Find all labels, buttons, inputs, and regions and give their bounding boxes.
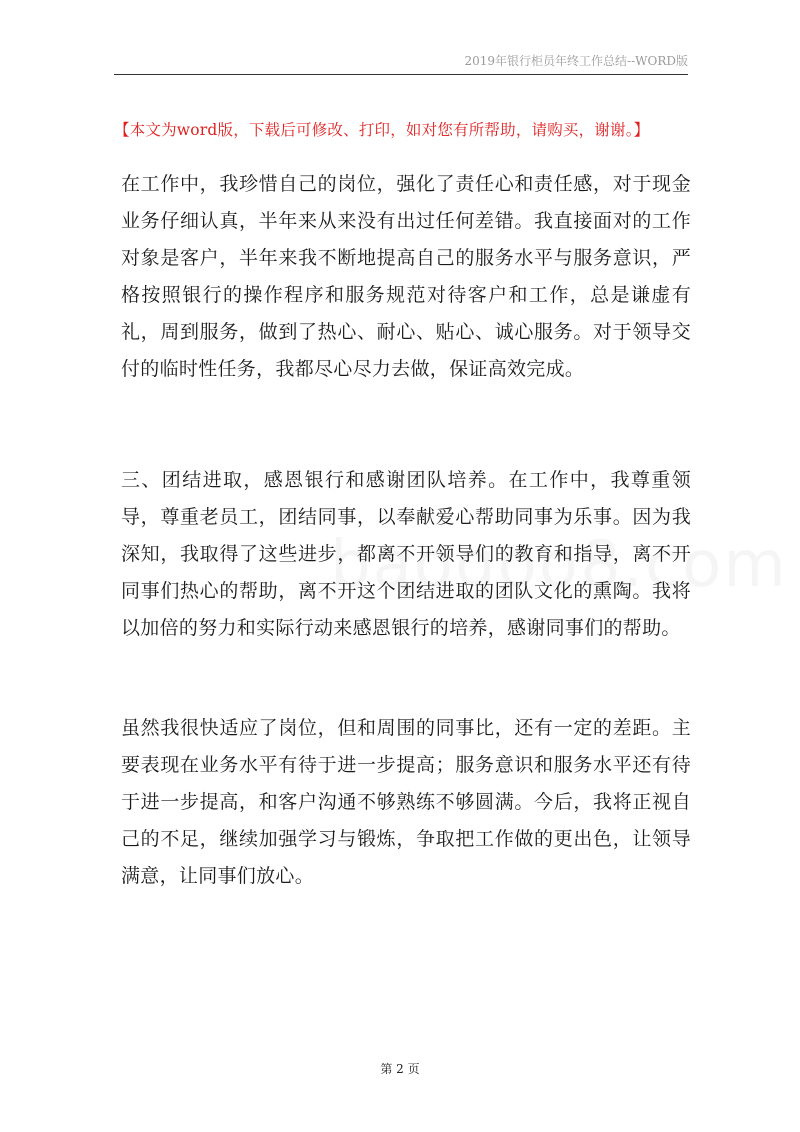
page-number: 第 2 页: [380, 1062, 420, 1076]
page-header-title: 2019年银行柜员年终工作总结--WORD版: [464, 54, 688, 68]
watermark: [330, 528, 788, 602]
body-paragraph-3: 虽然我很快适应了岗位，但和周围的同事比，还有一定的差距。主要表现在业务水平有待于进一步提高；服务意识和服务水平还有待于进一步提高，和客户沟通不够熟练不够圆满。今后，我将正视自己的不足，继续加强学习与锻炼，争取把工作做的更出色，让领导满意，让同事们放心。: [121, 717, 691, 887]
download-notice: 【本文为word版，下载后可修改、打印，如对您有所帮助，请购买，谢谢。】: [114, 121, 650, 139]
body-paragraph-2: 三、团结进取，感恩银行和感谢团队培养。在工作中，我尊重领导，尊重老员工，团结同事，以奉献爱心帮助同事为乐事。因为我深知，我取得了这些进步，都离不开领导们的教育和指导，离不开同事们热心的帮助，离不开这个团结进取的团队文化的熏陶。我将以加倍的努力和实际行动来感恩银行的培养，感谢同事们的帮助。: [121, 469, 691, 639]
header-rule: [114, 74, 688, 75]
body-paragraph-1: 在工作中，我珍惜自己的岗位，强化了责任心和责任感，对于现金业务仔细认真，半年来从来没有出过任何差错。我直接面对的工作对象是客户，半年来我不断地提高自己的服务水平与服务意识，严格按照银行的操作程序和服务规范对待客户和工作，总是谦虚有礼，周到服务，做到了热心、耐心、贴心、诚心服务。对于领导交付的临时性任务，我都尽心尽力去做，保证高效完成。: [121, 173, 691, 380]
